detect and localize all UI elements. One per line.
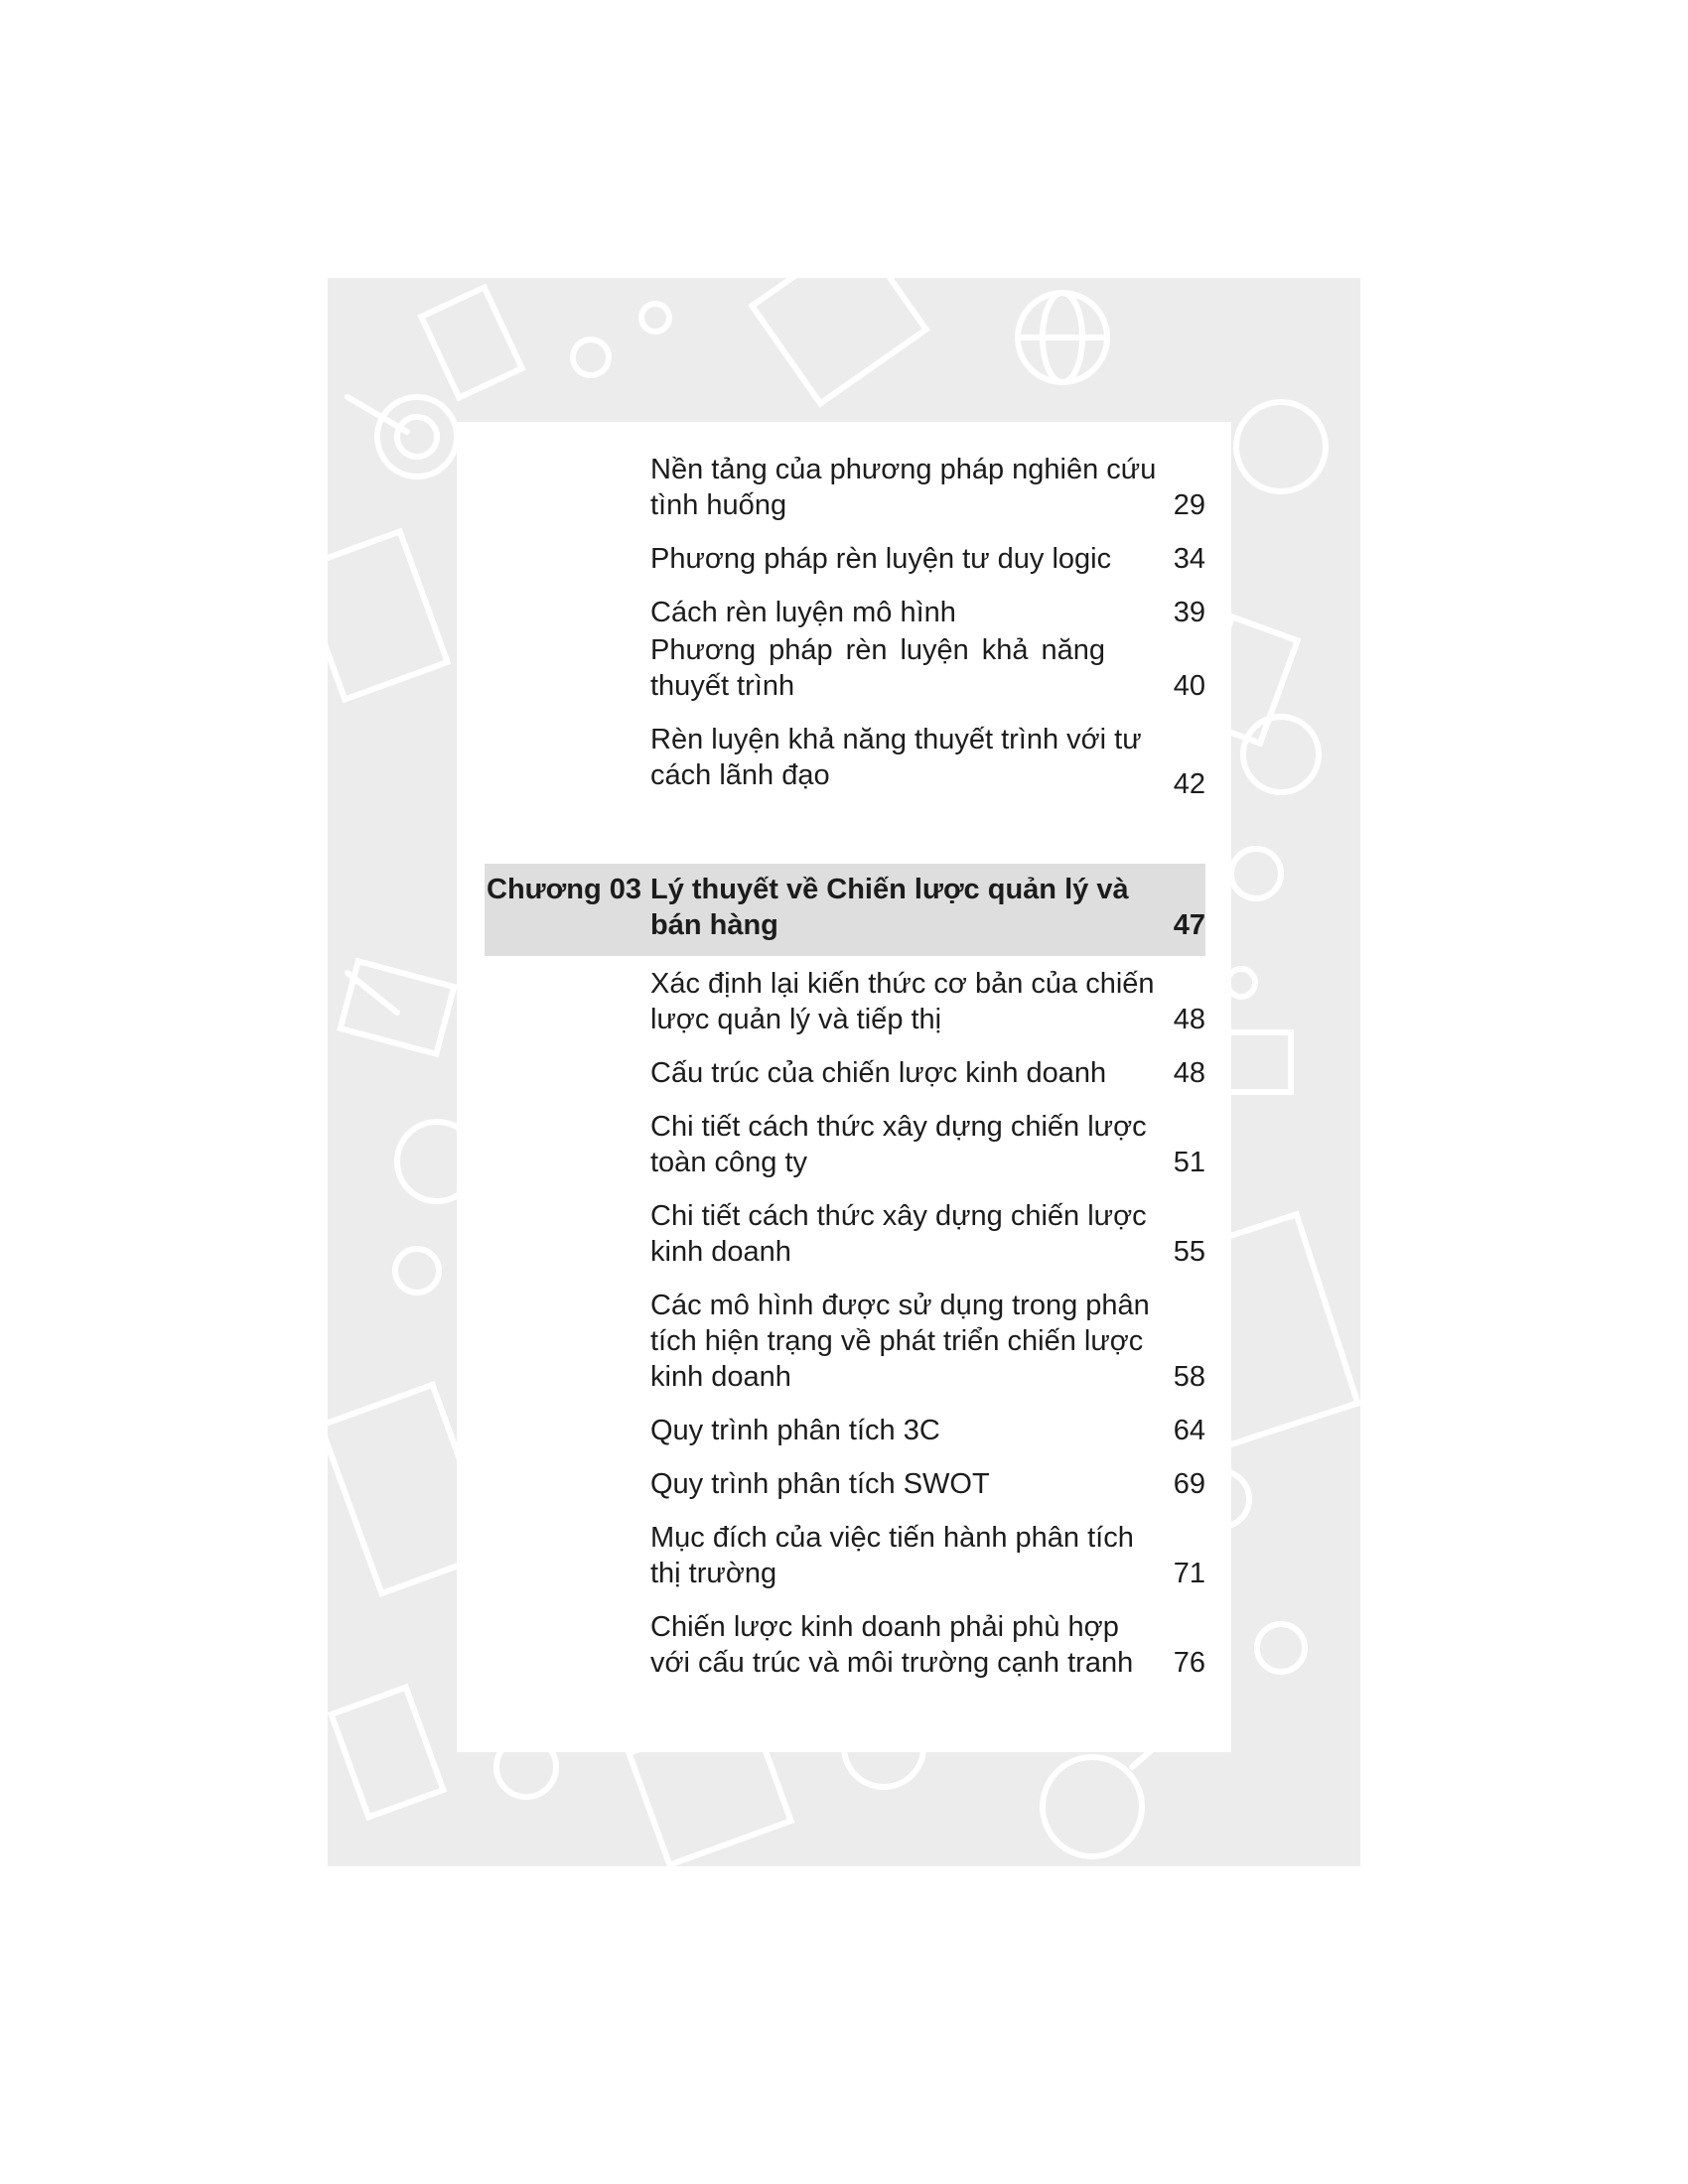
toc-entry-line: thuyết trình	[650, 670, 795, 702]
toc-page-number: 58	[1173, 1361, 1205, 1393]
toc-entry[interactable]	[650, 1466, 1105, 1502]
chapter-label: Chương 03	[487, 874, 642, 905]
chapter-title[interactable]	[650, 872, 1129, 943]
toc-page-number: 71	[1173, 1558, 1205, 1589]
toc-entry[interactable]	[650, 541, 1112, 577]
toc-entry-line: tình huống	[650, 489, 787, 521]
toc-entry-line: Quy trình phân tích SWOT	[650, 1468, 990, 1500]
toc-entry[interactable]	[650, 1520, 1134, 1591]
toc-entry-line: Xác định lại kiến thức cơ bản của chiến	[650, 968, 1155, 1000]
toc-page-number: 48	[1173, 1004, 1205, 1035]
toc-entry-line: Mục đích của việc tiến hành phân tích	[650, 1522, 1134, 1554]
toc-entry[interactable]	[650, 632, 1105, 704]
toc-entry[interactable]	[650, 966, 1155, 1037]
chapter-title-line: bán hàng	[650, 909, 778, 941]
toc-entry[interactable]	[650, 1413, 1105, 1448]
toc-entry-line: Nền tảng của phương pháp nghiên cứu	[650, 454, 1157, 485]
toc-page-number: 29	[1173, 489, 1205, 521]
chapter-page-number: 47	[1173, 909, 1205, 941]
toc-page-number: 42	[1173, 768, 1205, 800]
toc-entry-line: Phương pháp rèn luyện khả năng	[650, 634, 1105, 666]
toc-page-number: 51	[1173, 1147, 1205, 1178]
toc-entry[interactable]	[650, 1109, 1147, 1180]
toc-entry-line: Chi tiết cách thức xây dựng chiến lược	[650, 1111, 1147, 1143]
toc-entry[interactable]	[650, 1609, 1134, 1681]
toc-page-number: 55	[1173, 1236, 1205, 1268]
toc-entry-line: Cấu trúc của chiến lược kinh doanh	[650, 1057, 1107, 1089]
toc-entry-line: kinh doanh	[650, 1361, 791, 1393]
toc-entry-line: thị trường	[650, 1558, 777, 1589]
toc-entry-line: Chi tiết cách thức xây dựng chiến lược	[650, 1200, 1147, 1232]
toc-page-number: 64	[1173, 1415, 1205, 1446]
toc-page-number: 48	[1173, 1057, 1205, 1089]
toc-entry-line: Phương pháp rèn luyện tư duy logic	[650, 543, 1112, 575]
toc-entry-line: toàn công ty	[650, 1147, 807, 1178]
chapter-title-line: Lý thuyết về Chiến lược quản lý và	[650, 874, 1129, 905]
toc-entry[interactable]	[650, 1055, 1105, 1091]
toc-entry-line: với cấu trúc và môi trường cạnh tranh	[650, 1647, 1134, 1679]
toc-entry-line: tích hiện trạng về phát triển chiến lược	[650, 1325, 1144, 1357]
toc-entry-line: Cách rèn luyện mô hình	[650, 597, 956, 628]
toc-entry[interactable]	[650, 1198, 1147, 1270]
toc-page-number: 76	[1173, 1647, 1205, 1679]
toc-page-number: 40	[1173, 670, 1205, 702]
toc-entry[interactable]	[650, 595, 1105, 630]
toc-entry-line: lược quản lý và tiếp thị	[650, 1004, 942, 1035]
toc-entry-line: cách lãnh đạo	[650, 759, 830, 791]
toc-entry[interactable]	[650, 1288, 1150, 1395]
toc-entry[interactable]	[650, 722, 1142, 793]
toc-entry-line: kinh doanh	[650, 1236, 791, 1268]
toc-entry[interactable]	[650, 452, 1157, 523]
toc-entry-line: Các mô hình được sử dụng trong phân	[650, 1290, 1150, 1321]
toc-page-number: 69	[1173, 1468, 1205, 1500]
toc-page-number: 39	[1173, 597, 1205, 628]
toc-page-number: 34	[1173, 543, 1205, 575]
toc-entry-line: Rèn luyện khả năng thuyết trình với tư	[650, 724, 1142, 755]
toc-entry-line: Chiến lược kinh doanh phải phù hợp	[650, 1611, 1119, 1643]
toc-entry-line: Quy trình phân tích 3C	[650, 1415, 940, 1446]
